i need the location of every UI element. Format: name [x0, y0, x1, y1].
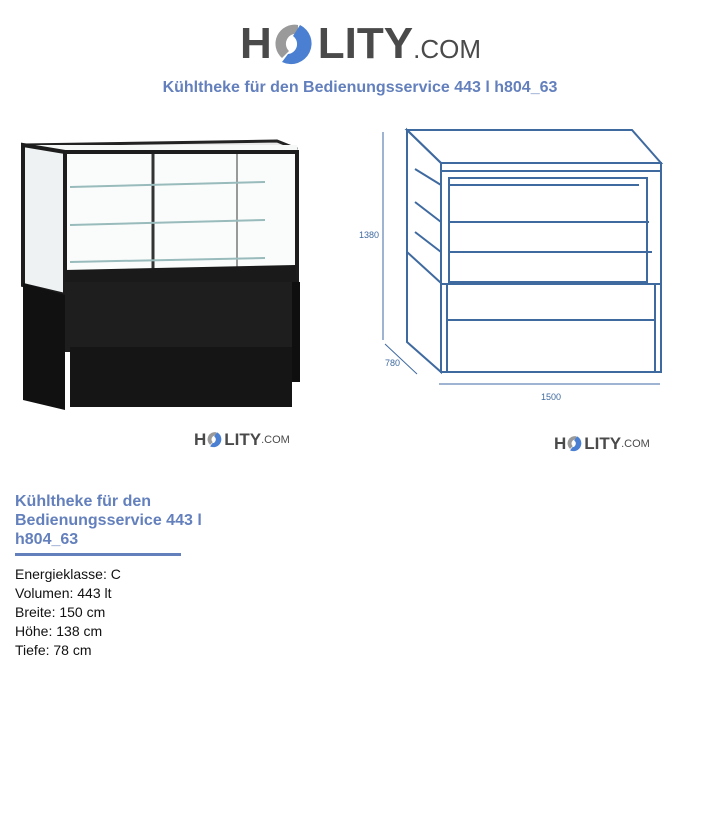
logo-ring-icon	[567, 435, 583, 452]
drawing-logo-h: H	[554, 434, 567, 453]
photo-logo-h: H	[194, 430, 207, 449]
product-photo	[15, 135, 305, 420]
logo-domain: .COM	[413, 34, 481, 64]
spec-height: Höhe: 138 cm	[15, 623, 103, 639]
logo-ring-icon	[207, 431, 223, 448]
logo-letters: LITY	[317, 19, 414, 68]
spec-energy-class: Energieklasse: C	[15, 566, 121, 582]
photo-logo	[194, 428, 290, 448]
spec-width: Breite: 150 cm	[15, 604, 106, 620]
spec-depth: Tiefe: 78 cm	[15, 642, 92, 658]
drawing-logo-domain: .COM	[621, 438, 650, 450]
dim-depth-label: 780	[385, 358, 401, 368]
holity-logo[interactable]	[240, 14, 481, 66]
technical-drawing	[355, 122, 675, 412]
spec-list	[15, 565, 121, 660]
logo-letter-h: H	[240, 19, 272, 68]
drawing-logo-letters: LITY	[584, 434, 622, 453]
logo-ring-icon	[274, 22, 316, 66]
spec-volume: Volumen: 443 lt	[15, 585, 112, 601]
title-divider	[15, 553, 181, 556]
dim-height-label: 1380	[359, 230, 380, 240]
photo-logo-domain: .COM	[261, 434, 290, 446]
dim-width-label: 1500	[541, 392, 562, 402]
photo-logo-letters: LITY	[224, 430, 262, 449]
page-title: Kühltheke für den Bedienungsservice 443 l h804_63	[162, 79, 558, 96]
drawing-logo	[554, 432, 650, 452]
product-title: Kühltheke für den Bedienungsservice 443 l h804_63	[15, 493, 202, 548]
